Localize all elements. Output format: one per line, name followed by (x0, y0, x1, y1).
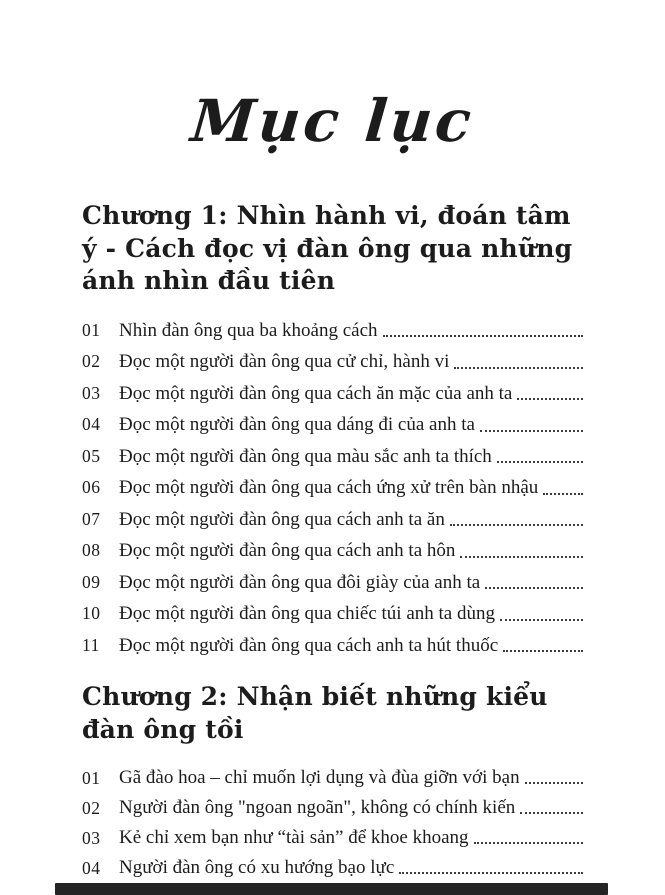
entry-number: 07 (82, 508, 101, 529)
entry-title: Đọc một người đàn ông qua cách anh ta ăn (119, 508, 445, 530)
toc-entry (82, 409, 583, 441)
dot-leader (474, 842, 583, 844)
chapter-2-section (82, 681, 583, 883)
entry-number: 06 (82, 477, 101, 497)
toc-entry (82, 315, 583, 347)
dot-leader (500, 619, 583, 621)
toc-entry (82, 504, 583, 536)
entry-number: 03 (82, 828, 101, 848)
dot-leader (525, 782, 583, 784)
toc-entry (82, 441, 583, 473)
toc-entry (82, 763, 583, 793)
chapter-1-heading: Chương 1: Nhìn hành vi, đoán tâm ý - Cách đọc vị đàn ông qua những ánh nhìn đầu tiên (82, 201, 573, 295)
entry-title: Đọc một người đàn ông qua cách ăn mặc của anh ta (119, 382, 513, 404)
entry-number: 01 (82, 319, 101, 340)
toc-entry (82, 793, 583, 823)
entry-number: 02 (82, 798, 101, 818)
chapter-2-list (82, 763, 583, 883)
entry-title: Đọc một người đàn ông qua cách ứng xử trên bàn nhậu (119, 477, 539, 498)
toc-entry (82, 630, 583, 662)
entry-number: 11 (82, 634, 100, 655)
entry-title: Đọc một người đàn ông qua cách anh ta hút thuốc (119, 634, 499, 656)
entry-title: Nhìn đàn ông qua ba khoảng cách (119, 319, 378, 341)
entry-title: Người đàn ông có xu hướng bạo lực (119, 857, 395, 878)
chapter-1-section (82, 200, 583, 661)
toc-content (0, 200, 665, 883)
chapter-1-list (82, 315, 583, 662)
entry-number: 05 (82, 445, 101, 466)
toc-entry (82, 472, 583, 504)
entry-title: Đọc một người đàn ông qua cử chỉ, hành vi (119, 351, 450, 372)
entry-number: 01 (82, 768, 101, 788)
entry-title: Người đàn ông "ngoan ngoãn", không có chính kiến (119, 797, 516, 818)
dot-leader (454, 367, 583, 369)
dot-leader (383, 335, 583, 337)
page-bottom-edge (55, 883, 608, 895)
entry-number: 02 (82, 351, 101, 371)
entry-title: Đọc một người đàn ông qua chiếc túi anh ta dùng (119, 603, 495, 624)
toc-entry (82, 346, 583, 378)
toc-entry (82, 567, 583, 599)
toc-entry (82, 823, 583, 853)
entry-number: 10 (82, 603, 101, 623)
dot-leader (460, 556, 583, 558)
chapter-2-heading: Chương 2: Nhận biết những kiểu đàn ông tồi (82, 682, 548, 744)
entry-title: Đọc một người đàn ông qua đôi giày của anh ta (119, 571, 481, 593)
page-title: Mục lục (188, 87, 477, 155)
toc-entry (82, 853, 583, 883)
dot-leader (480, 430, 583, 432)
dot-leader (503, 650, 583, 652)
entry-title: Đọc một người đàn ông qua cách anh ta hôn (119, 540, 456, 561)
entry-title: Đọc một người đàn ông qua dáng đi của anh ta (119, 414, 475, 435)
entry-title: Đọc một người đàn ông qua màu sắc anh ta thích (119, 445, 492, 467)
dot-leader (543, 493, 583, 495)
entry-number: 09 (82, 571, 101, 592)
entry-number: 04 (82, 414, 101, 434)
dot-leader (497, 461, 583, 463)
toc-entry (82, 378, 583, 410)
toc-entry (82, 598, 583, 630)
dot-leader (485, 587, 583, 589)
dot-leader (517, 398, 583, 400)
toc-entry (82, 535, 583, 567)
entry-title: Kẻ chỉ xem bạn như “tài sản” để khoe khoang (119, 827, 469, 848)
dot-leader (450, 524, 583, 526)
entry-number: 08 (82, 540, 101, 560)
dot-leader (399, 872, 583, 874)
entry-number: 03 (82, 382, 101, 403)
dot-leader (520, 812, 583, 814)
entry-title: Gã đào hoa – chỉ muốn lợi dụng và đùa giỡn với bạn (119, 767, 520, 788)
entry-number: 04 (82, 858, 101, 878)
